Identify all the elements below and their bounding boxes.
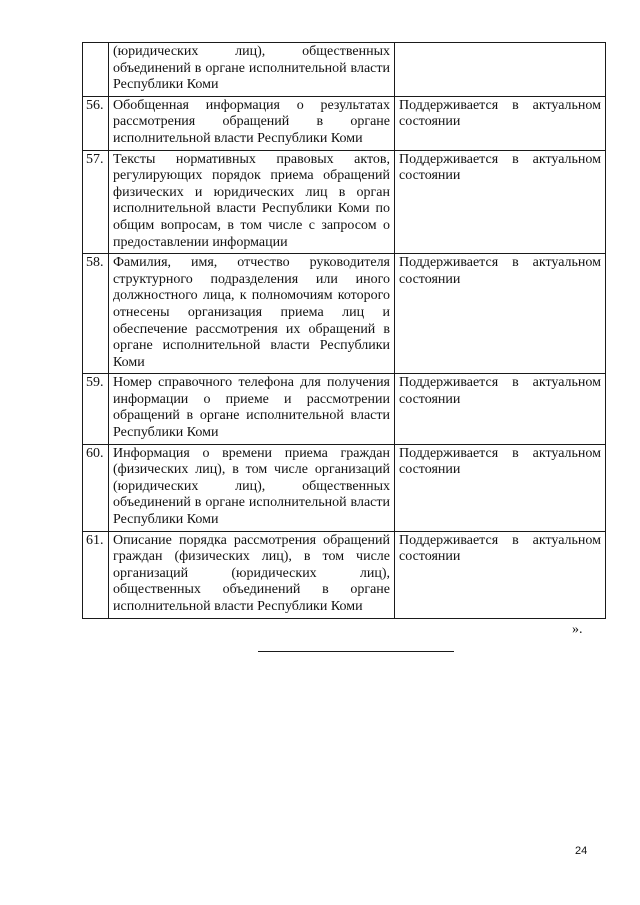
row-number: 61. (83, 531, 109, 618)
row-number (83, 43, 109, 97)
row-number: 57. (83, 150, 109, 254)
row-description: (юридических лиц), общественных объединений в органе исполнительной власти Республики Коми (109, 43, 395, 97)
row-number: 58. (83, 254, 109, 374)
row-status: Поддерживается в актуальном состоянии (395, 96, 606, 150)
row-description: Описание порядка рассмотрения обращений граждан (физических лиц), в том числе организаций (юридических лиц), общественных объединений в органе исполнительной власти Республики Коми (109, 531, 395, 618)
table-row (83, 43, 606, 97)
row-status (395, 43, 606, 97)
end-divider (258, 651, 454, 652)
row-description: Обобщенная информация о результатах рассмотрения обращений в органе исполнительной власти Республики Коми (109, 96, 395, 150)
table-row (83, 374, 606, 444)
row-description: Номер справочного телефона для получения информации о приеме и рассмотрении обращений в органе исполнительной власти Республики Коми (109, 374, 395, 444)
row-status: Поддерживается в актуальном состоянии (395, 531, 606, 618)
table-row (83, 444, 606, 531)
row-status: Поддерживается в актуальном состоянии (395, 444, 606, 531)
table-row (83, 254, 606, 374)
row-status: Поддерживается в актуальном состоянии (395, 150, 606, 254)
row-status: Поддерживается в актуальном состоянии (395, 254, 606, 374)
table-row (83, 96, 606, 150)
row-number: 59. (83, 374, 109, 444)
table-row (83, 150, 606, 254)
row-status: Поддерживается в актуальном состоянии (395, 374, 606, 444)
document-table (82, 42, 606, 619)
row-description: Информация о времени приема граждан (физических лиц), в том числе организаций (юридических лиц), общественных объединений в органе исполнительной власти Республики Коми (109, 444, 395, 531)
row-description: Тексты нормативных правовых актов, регулирующих порядок приема обращений физических и юридических лиц в орган исполнительной власти Республики Коми по общим вопросам, в том числе с запросом о предоставлении информации (109, 150, 395, 254)
table-row (83, 531, 606, 618)
page-number: 24 (575, 845, 588, 857)
closing-quote: ». (572, 622, 583, 637)
row-description: Фамилия, имя, отчество руководителя структурного подразделения или иного должностного лица, к полномочиям которого отнесены организация приема лиц и обеспечение рассмотрения их обращений в органе исполнительной власти Республики Коми (109, 254, 395, 374)
row-number: 56. (83, 96, 109, 150)
row-number: 60. (83, 444, 109, 531)
